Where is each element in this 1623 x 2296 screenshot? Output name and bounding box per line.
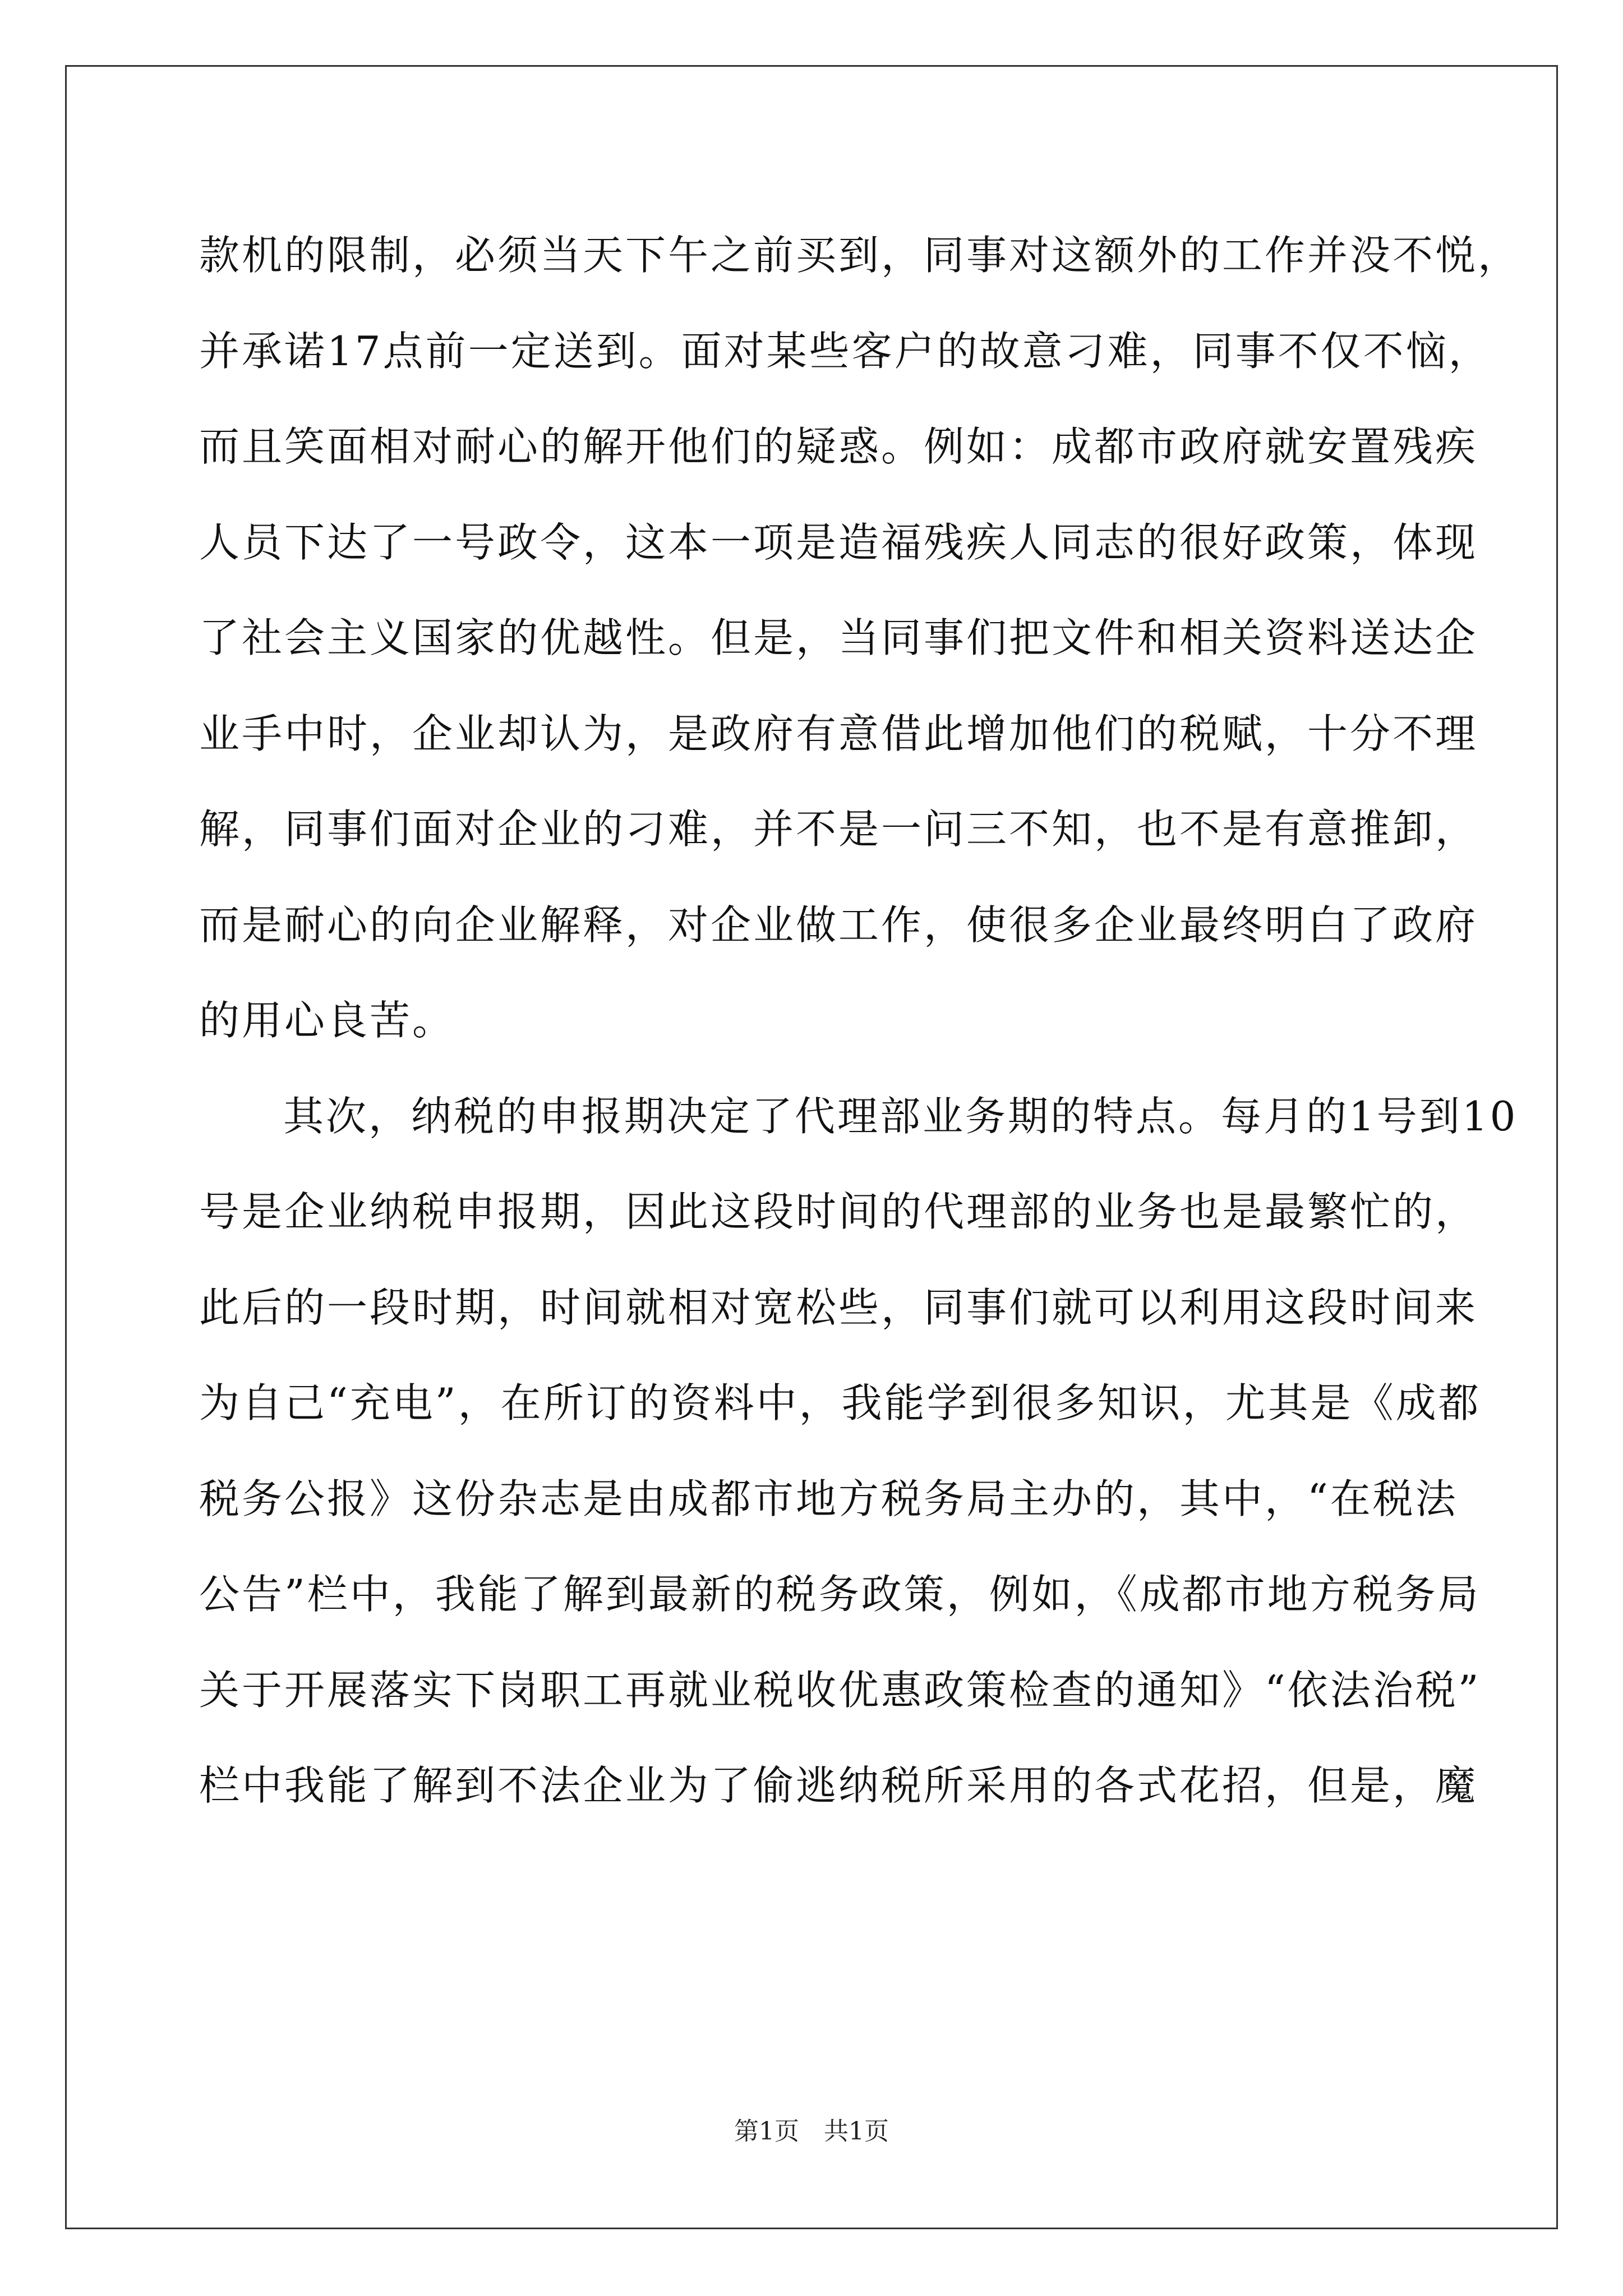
text-line: 税务公报》这份杂志是由成都市地方税务局主办的，其中，“在税法 [199, 1475, 1458, 1522]
paragraph-first-line: 其次，纳税的申报期决定了代理部业务期的特点。每月的1号到10 [283, 1092, 1518, 1140]
text-line: 人员下达了一号政令，这本一项是造福残疾人同志的很好政策，体现 [199, 518, 1478, 566]
document-body [199, 208, 1521, 1834]
text-line: 栏中我能了解到不法企业为了偷逃纳税所采用的各式花招，但是，魔 [199, 1762, 1478, 1809]
text-line: 公告”栏中，我能了解到最新的税务政策，例如，《成都市地方税务局 [199, 1571, 1481, 1618]
text-line: 的用心良苦。 [199, 997, 455, 1044]
text-line: 为自己“充电”，在所订的资料中，我能学到很多知识，尤其是《成都 [199, 1379, 1481, 1427]
text-line: 号是企业纳税申报期，因此这段时间的代理部的业务也是最繁忙的， [199, 1188, 1478, 1235]
text-line: 解，同事们面对企业的刁难，并不是一问三不知，也不是有意推卸， [199, 806, 1478, 853]
text-line: 关于开展落实下岗职工再就业税收优惠政策检查的通知》“依法治税” [199, 1666, 1481, 1714]
text-line: 此后的一段时期，时间就相对宽松些，同事们就可以利用这段时间来 [199, 1283, 1478, 1331]
text-line: 并承诺17点前一定送到。面对某些客户的故意刁难，同事不仅不恼， [199, 327, 1491, 375]
text-line: 了社会主义国家的优越性。但是，当同事们把文件和相关资料送达企 [199, 614, 1478, 661]
text-line: 而且笑面相对耐心的解开他们的疑惑。例如：成都市政府就安置残疾 [199, 423, 1478, 470]
text-line: 业手中时，企业却认为，是政府有意借此增加他们的税赋，十分不理 [199, 710, 1478, 757]
page-footer: 第1页 共1页 [734, 2117, 889, 2146]
text-line: 而是耐心的向企业解释，对企业做工作，使很多企业最终明白了政府 [199, 901, 1478, 949]
text-line: 款机的限制，必须当天下午之前买到，同事对这额外的工作并没不悦， [199, 232, 1521, 279]
